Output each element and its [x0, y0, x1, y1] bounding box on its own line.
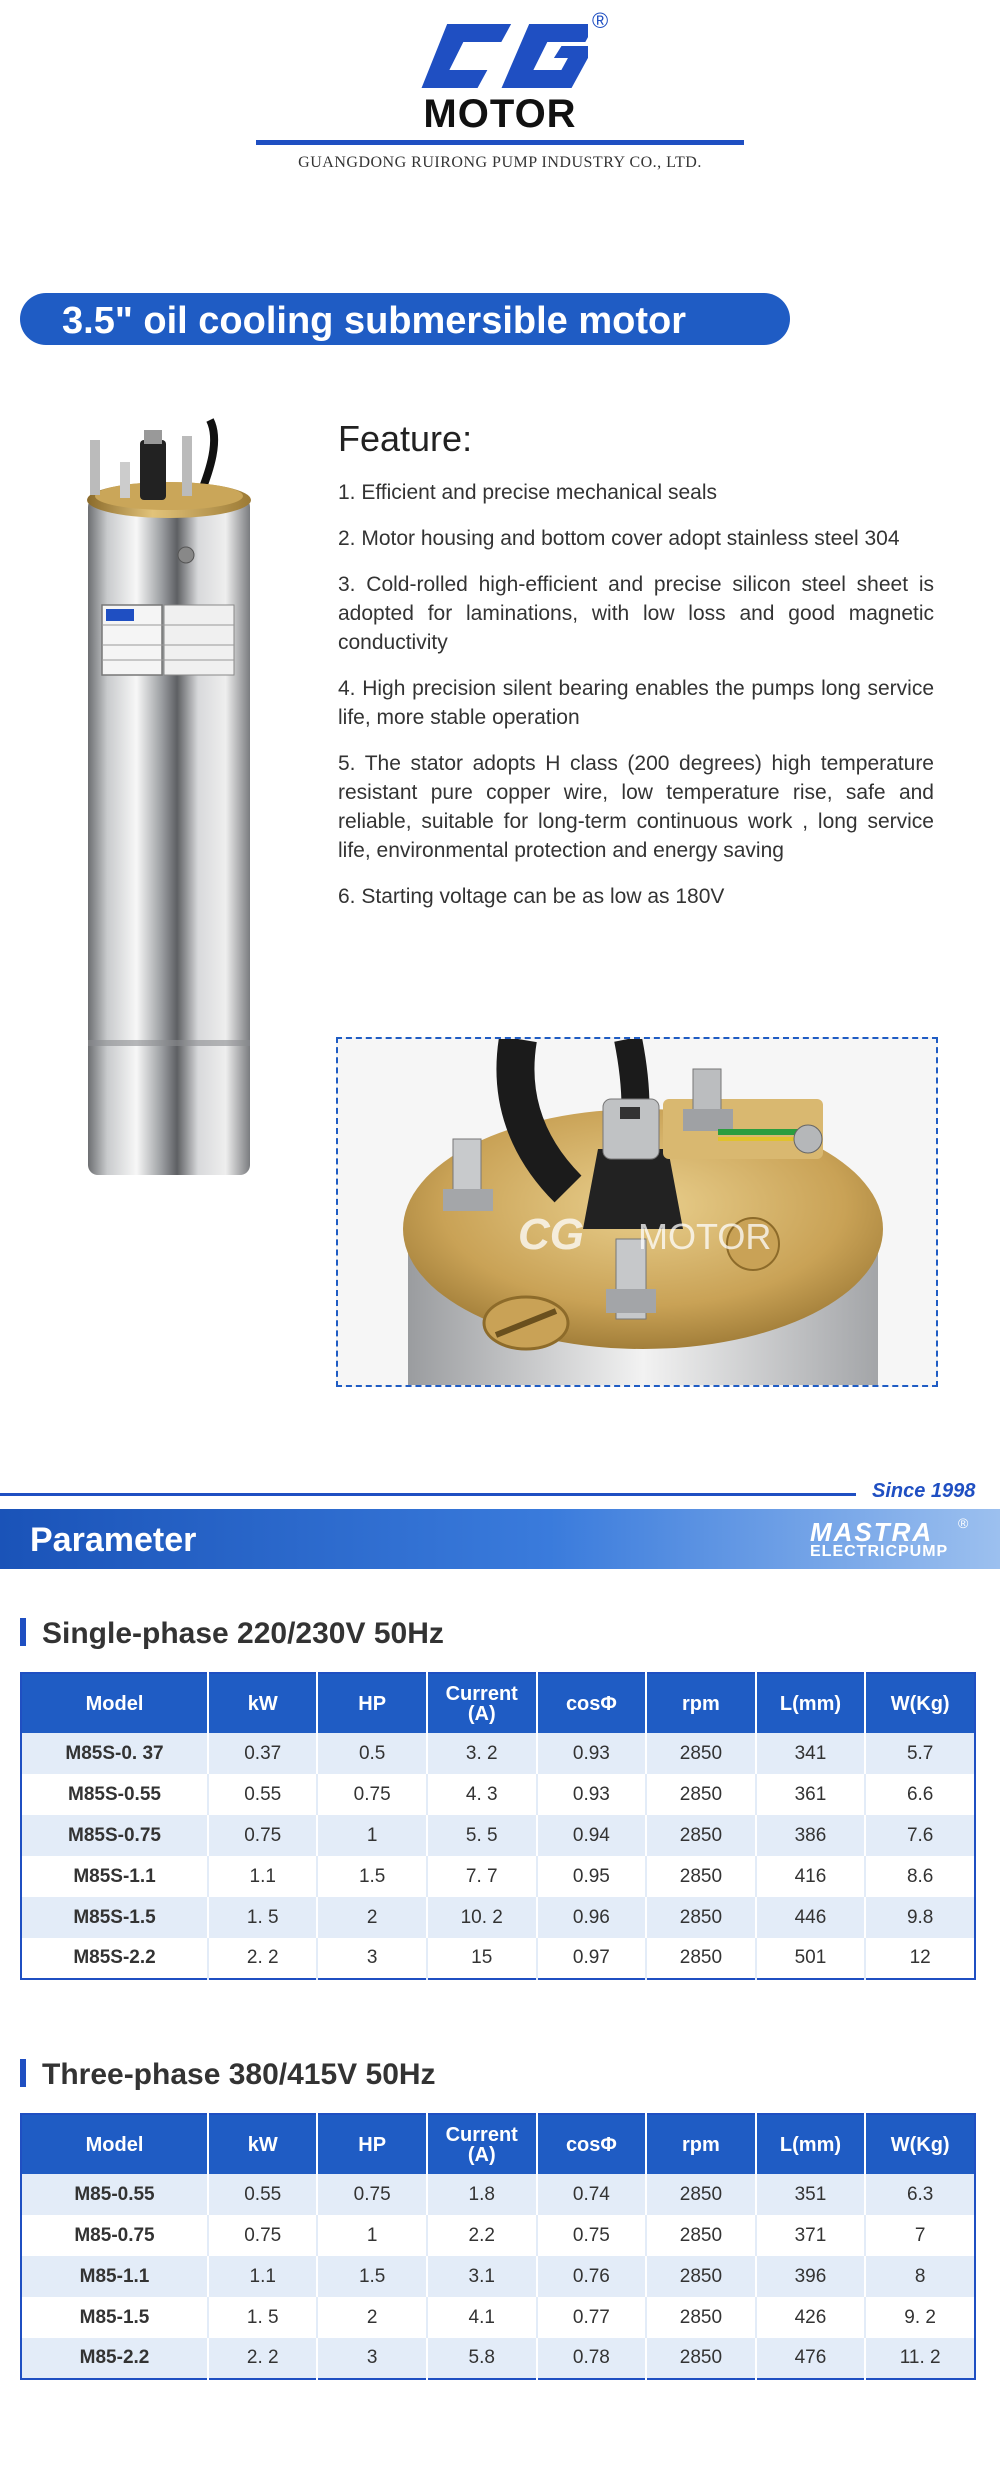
table-header-row: [21, 2114, 975, 2174]
col-header: cosΦ: [537, 2114, 647, 2174]
table-cell: 3: [317, 1938, 426, 1979]
model-cell: M85-0.55: [21, 2174, 208, 2215]
table-cell: 15: [427, 1938, 537, 1979]
col-header: L(mm): [756, 2114, 866, 2174]
col-header: HP: [317, 1673, 426, 1733]
feature-item: 2. Motor housing and bottom cover adopt stainless steel 304: [338, 527, 900, 550]
section-bar: [20, 1618, 26, 1646]
table-cell: 416: [756, 1856, 866, 1897]
table-cell: 5. 5: [427, 1815, 537, 1856]
col-header: Current (A): [427, 2114, 537, 2174]
single-phase-heading: [20, 1617, 444, 1651]
col-header: L(mm): [756, 1673, 866, 1733]
model-cell: M85S-0.55: [21, 1774, 208, 1815]
table-cell: 0.5: [317, 1733, 426, 1774]
table-cell: 2850: [646, 2215, 755, 2256]
table-cell: 1.5: [317, 2256, 426, 2297]
single-phase-heading-text: Single-phase 220/230V 50Hz: [42, 1617, 444, 1650]
three-phase-table: [20, 2113, 976, 2380]
table-cell: 1. 5: [208, 2297, 317, 2338]
company-name: GUANGDONG RUIRONG PUMP INDUSTRY CO., LTD.: [298, 154, 702, 171]
logo-text: MOTOR: [423, 92, 577, 136]
model-cell: M85-1.5: [21, 2297, 208, 2338]
feature-item: 1. Efficient and precise mechanical seals: [338, 481, 717, 504]
table-cell: 446: [756, 1897, 866, 1938]
col-header: kW: [208, 2114, 317, 2174]
table-cell: 2850: [646, 1774, 755, 1815]
table-cell: 7. 7: [427, 1856, 537, 1897]
col-header: kW: [208, 1673, 317, 1733]
table-cell: 4. 3: [427, 1774, 537, 1815]
motor-top-closeup-image: [338, 1039, 936, 1385]
table-row: [21, 2174, 975, 2215]
table-row: [21, 1733, 975, 1774]
table-cell: 0.95: [537, 1856, 647, 1897]
table-cell: 2. 2: [208, 1938, 317, 1979]
table-cell: 361: [756, 1774, 866, 1815]
table-cell: 0.55: [208, 1774, 317, 1815]
table-cell: 7: [865, 2215, 975, 2256]
feature-item: 3. Cold-rolled high-efficient and precise silicon steel sheet is adopted for laminations, with low loss and good magnetic conductivity: [338, 573, 934, 654]
table-cell: 3: [317, 2338, 426, 2379]
col-header: HP: [317, 2114, 426, 2174]
table-cell: 0.75: [208, 1815, 317, 1856]
table-row: [21, 2215, 975, 2256]
table-cell: 0.75: [537, 2215, 647, 2256]
mastra-logo: [806, 1517, 976, 1563]
table-cell: 0.75: [208, 2215, 317, 2256]
table-cell: 9. 2: [865, 2297, 975, 2338]
table-cell: 2.2: [427, 2215, 537, 2256]
table-cell: 1.5: [317, 1856, 426, 1897]
three-phase-heading: [20, 2058, 436, 2092]
table-cell: 1: [317, 2215, 426, 2256]
table-cell: 8.6: [865, 1856, 975, 1897]
table-cell: 8: [865, 2256, 975, 2297]
table-cell: 351: [756, 2174, 866, 2215]
col-header: Model: [21, 2114, 208, 2174]
table-cell: 3.1: [427, 2256, 537, 2297]
table-cell: 0.97: [537, 1938, 647, 1979]
col-header: Model: [21, 1673, 208, 1733]
table-cell: 2: [317, 2297, 426, 2338]
table-cell: 10. 2: [427, 1897, 537, 1938]
table-cell: 1.1: [208, 2256, 317, 2297]
model-cell: M85S-0. 37: [21, 1733, 208, 1774]
closeup-photo-frame: [336, 1037, 938, 1387]
table-cell: 0.75: [317, 1774, 426, 1815]
col-header: cosΦ: [537, 1673, 647, 1733]
table-cell: 3. 2: [427, 1733, 537, 1774]
section-bar: [20, 2059, 26, 2087]
table-cell: 0.37: [208, 1733, 317, 1774]
single-phase-table: [20, 1672, 976, 1980]
table-cell: 12: [865, 1938, 975, 1979]
col-header: W(Kg): [865, 2114, 975, 2174]
registered-mark: ®: [592, 8, 609, 33]
table-cell: 1: [317, 1815, 426, 1856]
table-row: [21, 1938, 975, 1979]
table-cell: 1.8: [427, 2174, 537, 2215]
table-cell: 0.78: [537, 2338, 647, 2379]
table-cell: 6.3: [865, 2174, 975, 2215]
brand-subtitle: ELECTRICPUMP: [810, 1543, 949, 1560]
table-row: [21, 1856, 975, 1897]
model-cell: M85S-1.5: [21, 1897, 208, 1938]
table-cell: 396: [756, 2256, 866, 2297]
photo-watermark: MOTOR: [638, 1216, 772, 1257]
table-cell: 7.6: [865, 1815, 975, 1856]
table-cell: 501: [756, 1938, 866, 1979]
since-text: Since 1998: [872, 1480, 976, 1502]
page-title: 3.5" oil cooling submersible motor: [62, 300, 687, 342]
svg-text:CG: CG: [518, 1210, 584, 1259]
table-cell: 1.1: [208, 1856, 317, 1897]
table-cell: 2850: [646, 1815, 755, 1856]
table-cell: 9.8: [865, 1897, 975, 1938]
table-cell: 426: [756, 2297, 866, 2338]
model-cell: M85-2.2: [21, 2338, 208, 2379]
table-cell: 371: [756, 2215, 866, 2256]
feature-heading: Feature:: [338, 418, 473, 459]
col-header: W(Kg): [865, 1673, 975, 1733]
table-cell: 0.74: [537, 2174, 647, 2215]
table-row: [21, 2256, 975, 2297]
feature-item: 4. High precision silent bearing enables the pumps long service life, more stable operation: [338, 677, 934, 729]
cg-logo-icon: [420, 20, 588, 100]
table-row: [21, 2338, 975, 2379]
col-header: rpm: [646, 2114, 755, 2174]
brand-registered: ®: [958, 1515, 969, 1531]
table-cell: 0.75: [317, 2174, 426, 2215]
logo-divider: [256, 140, 744, 145]
parameter-banner: [0, 1509, 1000, 1569]
table-row: [21, 1897, 975, 1938]
motor-product-image: [60, 400, 280, 1210]
col-header: Current (A): [427, 1673, 537, 1733]
brand-mark: MASTRA: [810, 1517, 934, 1547]
table-cell: 2850: [646, 2338, 755, 2379]
table-cell: 0.55: [208, 2174, 317, 2215]
model-cell: M85S-2.2: [21, 1938, 208, 1979]
table-cell: 2850: [646, 1897, 755, 1938]
feature-item: 6. Starting voltage can be as low as 180V: [338, 885, 725, 908]
model-cell: M85-0.75: [21, 2215, 208, 2256]
table-cell: 2850: [646, 1733, 755, 1774]
feature-item: 5. The stator adopts H class (200 degrees) high temperature resistant pure copper wire, low temperature rise, safe and reliable, suitable for long-term continuous work , long service life, environmental protection and energy saving: [338, 752, 934, 862]
table-cell: 11. 2: [865, 2338, 975, 2379]
table-cell: 386: [756, 1815, 866, 1856]
table-cell: 0.94: [537, 1815, 647, 1856]
table-cell: 2850: [646, 1938, 755, 1979]
table-cell: 0.93: [537, 1733, 647, 1774]
table-header-row: [21, 1673, 975, 1733]
table-cell: 341: [756, 1733, 866, 1774]
table-cell: 0.96: [537, 1897, 647, 1938]
table-cell: 2850: [646, 1856, 755, 1897]
since-divider: [0, 1493, 856, 1496]
model-cell: M85S-0.75: [21, 1815, 208, 1856]
table-cell: 2850: [646, 2174, 755, 2215]
table-cell: 5.8: [427, 2338, 537, 2379]
table-row: [21, 1815, 975, 1856]
table-row: [21, 2297, 975, 2338]
table-cell: 6.6: [865, 1774, 975, 1815]
table-cell: 2: [317, 1897, 426, 1938]
parameter-title: Parameter: [30, 1521, 197, 1559]
table-cell: 5.7: [865, 1733, 975, 1774]
table-cell: 0.76: [537, 2256, 647, 2297]
feature-list: [338, 478, 934, 928]
table-cell: 1. 5: [208, 1897, 317, 1938]
model-cell: M85-1.1: [21, 2256, 208, 2297]
table-cell: 0.93: [537, 1774, 647, 1815]
table-row: [21, 1774, 975, 1815]
table-cell: 0.77: [537, 2297, 647, 2338]
model-cell: M85S-1.1: [21, 1856, 208, 1897]
title-banner: [20, 293, 790, 345]
table-cell: 2850: [646, 2297, 755, 2338]
table-cell: 2. 2: [208, 2338, 317, 2379]
col-header: rpm: [646, 1673, 755, 1733]
three-phase-heading-text: Three-phase 380/415V 50Hz: [42, 2058, 436, 2091]
table-cell: 476: [756, 2338, 866, 2379]
table-cell: 2850: [646, 2256, 755, 2297]
table-cell: 4.1: [427, 2297, 537, 2338]
